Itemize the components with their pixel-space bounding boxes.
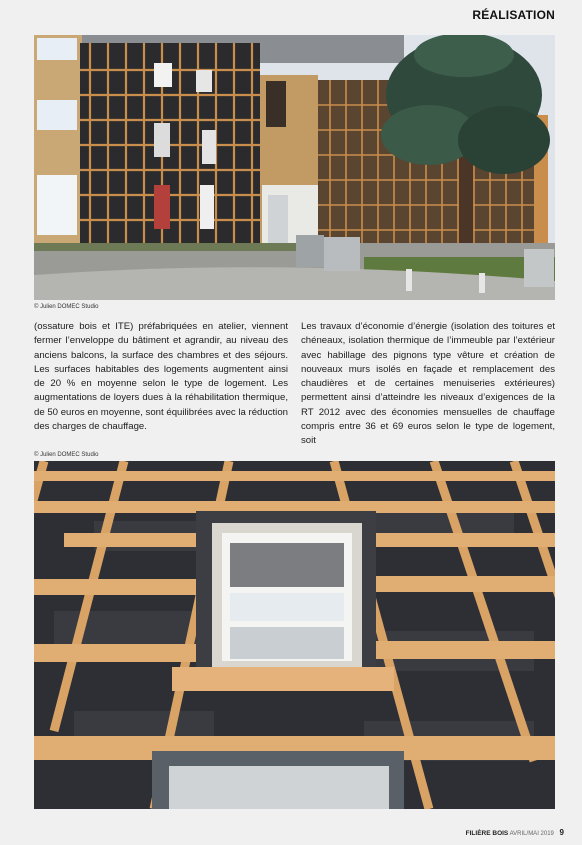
photo-credit: © Julien DOMEC Studio — [34, 452, 99, 458]
photo-credit: © Julien DOMEC Studio — [34, 304, 99, 310]
article-column-left: (ossature bois et ITE) préfabriquées en atelier, viennent fermer l’enveloppe du bâtiment et agrandir, au niveau des anciens balcons, la surface des chambres et des séjours. Les surfaces habitables des logements augmentent ainsi de 20 % en moyenne selon le type de logement. Les augmentations de loyers dues à la réhabilitation thermique, de 50 euros en moyenne, sont équilibrées avec la réduction des charges de chauffage. — [34, 321, 288, 433]
issue-date: AVRIL/MAI 2019 — [509, 831, 554, 837]
page-number: 9 — [559, 828, 564, 837]
article-column-right: Les travaux d’économie d’énergie (isolation des toitures et chéneaux, isolation thermique de l’immeuble par l’extérieur avec habillage des pignons type vêture et création de nouveaux murs isolés en façade et remplacement des chaudières et de certaines menuiseries extérieures) permettent ainsi d’atteindre les niveaux d’exigences de la RT 2012 avec des économies mensuelles de chauffage compris entre 36 et 69 euros selon le type de logement, soit — [301, 321, 555, 447]
building-photo — [34, 35, 555, 300]
magazine-name: FILIÈRE BOIS — [465, 830, 509, 837]
section-label: RÉALISATION — [472, 8, 555, 22]
page-footer — [466, 828, 564, 837]
timber-frame-photo — [34, 461, 555, 809]
